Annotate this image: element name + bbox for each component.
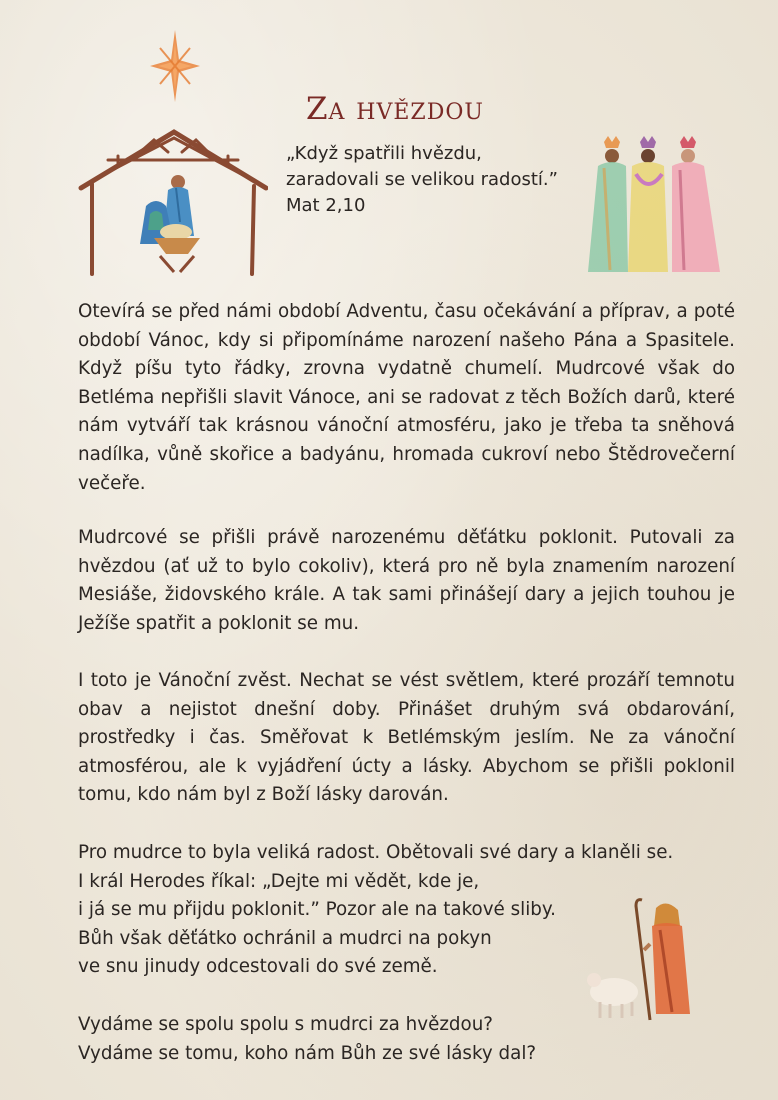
text-line: Vydáme se spolu spolu s mudrci za hvězdou? — [78, 1014, 493, 1035]
text-line: Bůh však děťátko ochránil a mudrci na pokyn — [78, 927, 492, 949]
three-kings-illustration — [580, 134, 725, 276]
text-line: ve snu jinudy odcestovali do své země. — [78, 956, 438, 978]
text-line: I král Herodes říkal: „Dejte mi vědět, kde je, — [78, 870, 480, 892]
paragraph-christmas-message: I toto je Vánoční zvěst. Nechat se vést světlem, které prozáří temnotu obav a nejistot dnešní doby. Přinášet druhým svá obdarování, prostředky i čas. Směřovat k Betlémským jeslím. Ne za vánoční atmosférou, ale k vyjádření úcty a lásky. Abychom se přišli poklonil tomu, kdo nám byl z Boží lásky darován. — [78, 670, 735, 806]
text-line: Vydáme se tomu, koho nám Bůh ze své lásky dal? — [78, 1042, 537, 1064]
quote-line: zaradovali se velikou radostí.” — [286, 169, 558, 190]
quote-reference: Mat 2,10 — [286, 195, 366, 216]
paragraph-magi: Mudrcové se přišli právě narozenému děťátku poklonit. Putovali za hvězdou (ať už to bylo cokoliv), která pro ně byla znamením narození Mesiáše, židovského krále. A tak sami přinášejí dary a jejich touhou je Ježíše spatřit a poklonit se mu. — [78, 527, 735, 634]
text-line: Pro mudrce to byla veliká radost. Obětovali své dary a klaněli se. — [78, 842, 674, 863]
nativity-illustration — [78, 126, 268, 276]
paragraph-advent: Otevírá se před námi období Adventu, času očekávání a příprav, a poté období Vánoc, kdy si připomínáme narození našeho Pána a Spasitele. Když píšu tyto řádky, zrovna vydatně chumelí. Mudrcové však do Betléma nepřišli slavit Vánoce, ani se radovat z těch Božích darů, které nám vytváří tak krásnou vánoční atmosféru, jako je třeba ta sněhová nadílka, vůně skořice a badyánu, hromada cukroví nebo Štědrovečerní večeře. — [78, 301, 735, 494]
quote-line: „Když spatřili hvězdu, — [286, 143, 482, 164]
page-title: Za hvězdou — [306, 90, 484, 127]
bible-quote — [286, 141, 586, 219]
shepherd-illustration — [584, 896, 704, 1024]
star-icon — [148, 28, 202, 104]
text-line: i já se mu přijdu poklonit.” Pozor ale na takové sliby. — [78, 899, 556, 921]
